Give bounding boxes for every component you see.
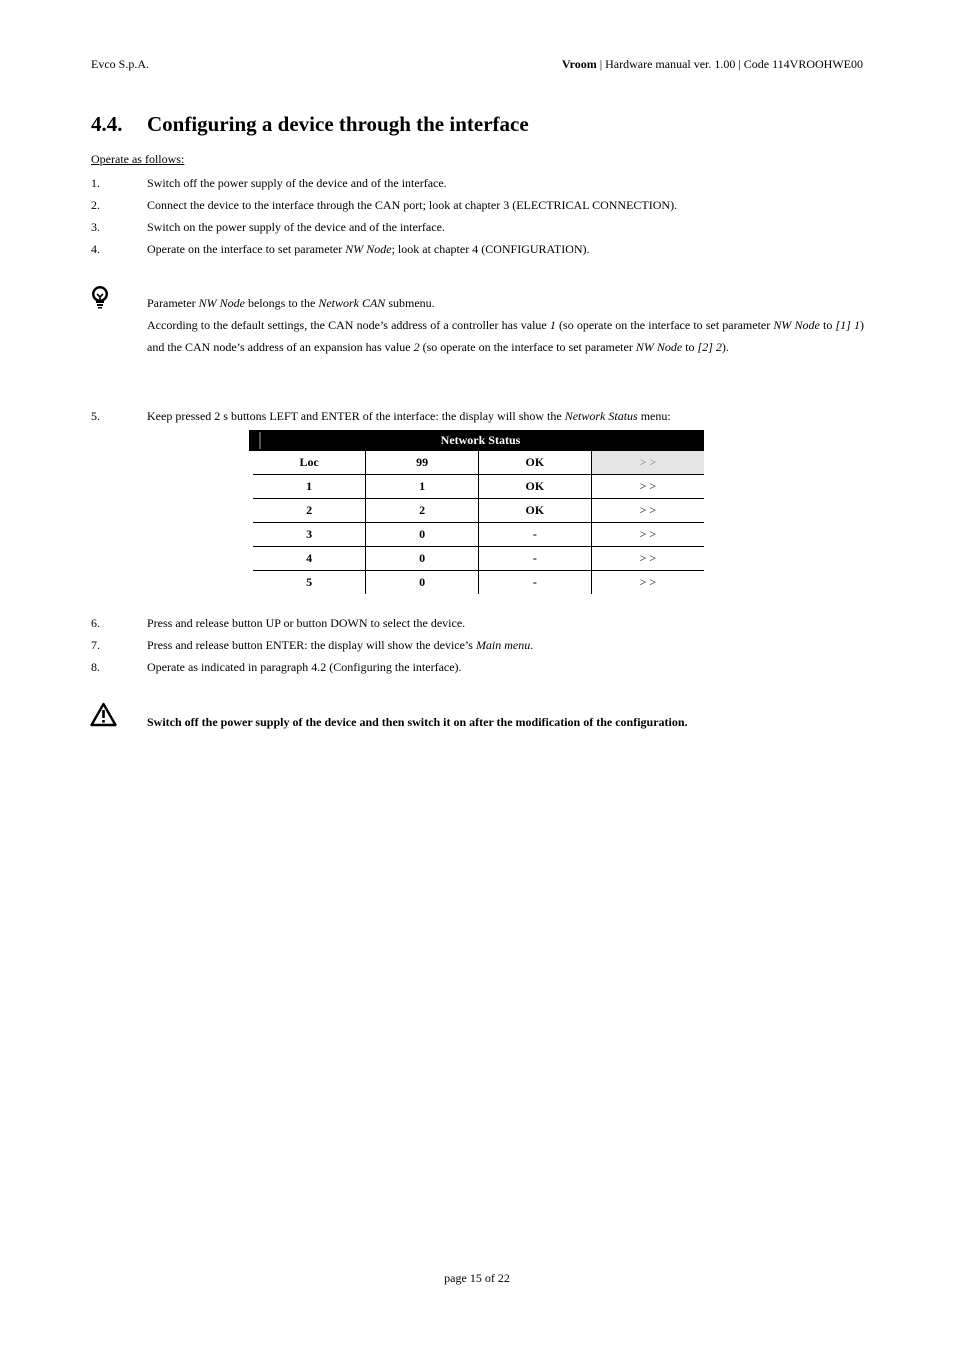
warning-icon: [90, 702, 117, 727]
text-segment: menu:: [637, 409, 671, 423]
value: 1: [549, 318, 556, 332]
param-name: NW Node: [635, 340, 683, 354]
text-segment: .: [530, 638, 534, 652]
list-item-number: 8.: [91, 660, 100, 674]
list-item-number: 1.: [91, 176, 100, 190]
param-name: NW Node: [345, 242, 392, 256]
table-cell-arrow: > >: [591, 451, 704, 475]
table-cell: 1: [253, 475, 366, 499]
table-row: [253, 451, 704, 475]
text-segment: According to the default settings, the CAN node’s address of a controller has value: [147, 318, 550, 332]
list-item-number: 7.: [91, 638, 100, 652]
note-block: [147, 292, 864, 358]
note-line: [147, 292, 864, 314]
table-cell: OK: [479, 499, 592, 523]
text-segment: Parameter: [147, 296, 199, 310]
table-cell: OK: [479, 451, 592, 475]
text-segment: ; look at chapter 4 (CONFIGURATION).: [391, 242, 590, 256]
note-paragraph: [147, 314, 864, 358]
intro-text: Operate as follows:: [91, 152, 185, 166]
text-segment: Operate on the interface to set parameter: [147, 242, 346, 256]
table-cell: 5: [306, 575, 313, 589]
table-row: [253, 499, 704, 523]
list-item-text: [147, 408, 671, 424]
value: 2: [413, 340, 420, 354]
table-title: Network Status: [440, 433, 521, 447]
table-cell-arrow: > >: [591, 499, 704, 523]
table-cell: -: [479, 547, 592, 571]
text-segment: submenu.: [385, 296, 435, 310]
text-segment: Keep pressed 2 s buttons LEFT and ENTER of the interface: the display will show the: [147, 409, 565, 423]
page-number: page 15 of 22: [444, 1271, 510, 1285]
table-cell-arrow: > >: [591, 571, 704, 595]
list-item-number: 6.: [91, 616, 100, 630]
table-row: [253, 571, 704, 595]
table-cell: Loc: [253, 451, 366, 475]
list-item-text: Switch off the power supply of the device and of the interface.: [147, 176, 447, 190]
list-item-number: 5.: [91, 409, 100, 423]
menu-name: Network CAN: [318, 296, 386, 310]
text-segment: Press and release button ENTER: the display will show the device’s: [147, 638, 476, 652]
section-title-text: Configuring a device through the interface: [147, 112, 529, 136]
warning-text: Switch off the power supply of the device and then switch it on after the modification of the configuration.: [147, 715, 688, 729]
table-row: [253, 523, 704, 547]
table-cell: OK: [479, 475, 592, 499]
table-cell: 2: [366, 499, 479, 523]
table-cell: 0: [366, 547, 479, 571]
text-segment: (so operate on the interface to set parameter: [419, 340, 636, 354]
menu-name: Network Status: [564, 409, 638, 423]
section-title: [91, 112, 529, 137]
list-item-number: 2.: [91, 198, 100, 212]
text-segment: to: [682, 340, 698, 354]
table-cell-arrow: > >: [591, 523, 704, 547]
list-item-number: 4.: [91, 242, 100, 256]
header-product: Vroom: [561, 57, 597, 71]
table-cell: 99: [366, 451, 479, 475]
list-item-number: 3.: [91, 220, 100, 234]
text-segment: ) and the CAN node’s address of an expansion has value: [147, 318, 864, 354]
table-cell-arrow: > >: [591, 547, 704, 571]
table-cell: 3: [253, 523, 366, 547]
section-number: 4.4.: [91, 112, 123, 136]
header-doc-details: | Hardware manual ver. 1.00 | Code 114VROOHWE00: [596, 57, 863, 71]
text-segment: to: [819, 318, 836, 332]
list-item-text: [147, 637, 533, 653]
header-company: Evco S.p.A.: [91, 57, 149, 71]
table-row: [253, 475, 704, 499]
table-header: [253, 430, 704, 451]
param-name: NW Node: [198, 296, 245, 310]
table-cell: -: [479, 523, 592, 547]
table-cell: 0: [366, 571, 479, 595]
table-cell: 0: [366, 523, 479, 547]
menu-name: Main menu: [475, 638, 531, 652]
lightbulb-icon: [90, 285, 110, 309]
text-segment: (so operate on the interface to set parameter: [555, 318, 774, 332]
value: [2] 2: [697, 340, 722, 354]
value: [1] 1: [835, 318, 860, 332]
header-doc-info: [562, 57, 863, 72]
text-segment: ).: [721, 340, 729, 354]
table-cell: -: [479, 571, 592, 595]
list-item-text: Connect the device to the interface through the CAN port; look at chapter 3 (ELECTRICAL CONNECTION).: [147, 198, 678, 212]
text-segment: belongs to the: [244, 296, 319, 310]
table-row: [253, 547, 704, 571]
network-status-table: [249, 430, 704, 594]
table-cell: 1: [366, 475, 479, 499]
param-name: NW Node: [773, 318, 820, 332]
table-cell: 4: [253, 547, 366, 571]
list-item-text: Operate as indicated in paragraph 4.2 (Configuring the interface).: [147, 660, 462, 674]
list-item-text: [147, 241, 590, 257]
list-item-text: Press and release button UP or button DOWN to select the device.: [147, 616, 466, 630]
list-item-text: Switch on the power supply of the device and of the interface.: [147, 220, 445, 234]
header-bar: [259, 432, 261, 449]
table-cell-arrow: > >: [591, 475, 704, 499]
table-cell: 2: [253, 499, 366, 523]
